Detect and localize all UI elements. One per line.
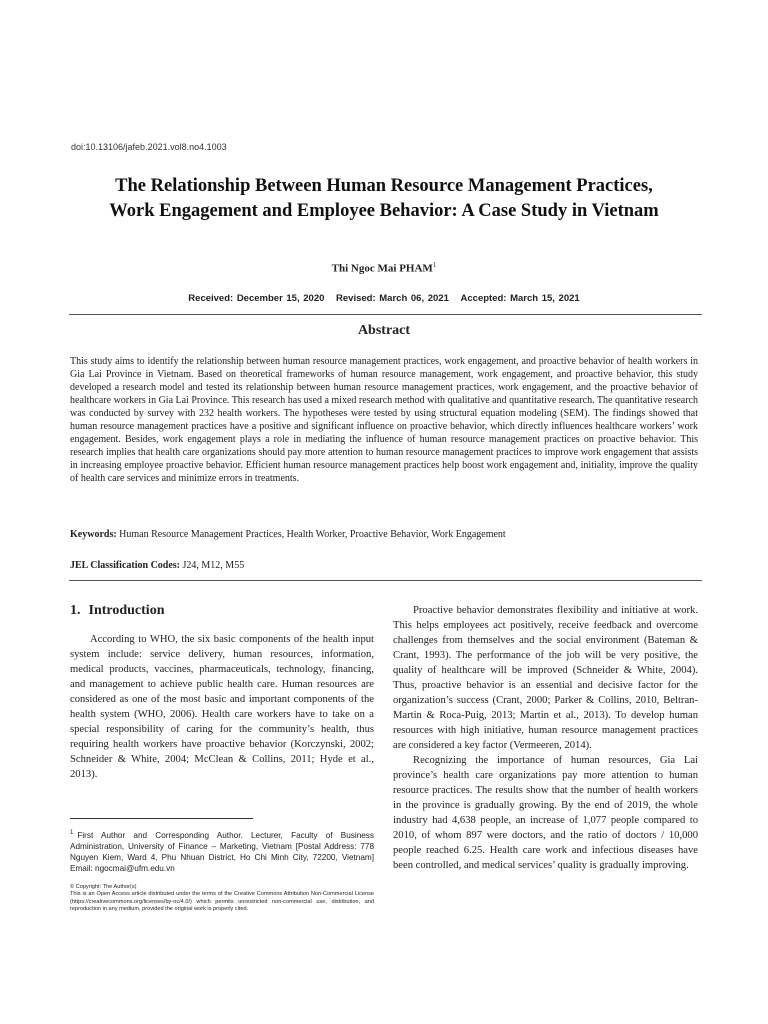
section-title: Introduction xyxy=(88,603,165,618)
revised-date: Revised: March 06, 2021 xyxy=(336,293,449,304)
keywords xyxy=(70,529,698,540)
section-heading xyxy=(70,603,164,619)
abstract-top-rule xyxy=(69,314,702,315)
abstract-body: This study aims to identify the relationship between human resource management practices, work engagement, and proactive behavior of health workers in Gia Lai Province in Vietnam. Based on theoretical frameworks of human resource management, work engagement, and proactive behavior, this study developed a research model and tested its relationship between human resource management practices, work engagement, and the proactive behavior of healthcare workers in Gia Lai Province. This research has used a mixed research method with qualitative and quantitative research. The quantitative research was conducted by survey with 232 health workers. The hypotheses were tested by using structural equation modeling (SEM). The findings showed that human resource management practices have a positive and significant influence on proactive behavior, which directly influences healthcare workers’ work engagement. Besides, work engagement plays a role in mediating the influence of human resource management practices on proactive behavior. This research implies that health care organizations should pay more attention to human resource management practices to improve work engagement that assists in increasing employee proactive behavior. Efficient human resource management practices help boost work engagement and, initiality, improve the quality of health care services and minimize errors in treatments. xyxy=(70,356,698,484)
intro-paragraph-2: Proactive behavior demonstrates flexibility and initiative at work. This helps employees act positively, receive feedback and overcome challenges from themselves and the social environment (Bateman & Crant, 1993). The performance of the job will be very positive, the quality of healthcare will be improved (Schneider & White, 2004). Thus, proactive behavior is an essential and decisive factor for the organization’s success (Crant, 2000; Parker & Collins, 2010, Beltran-Martin & Roca-Puig, 2013; Martin et al., 2013). To develop human resources with high initiative, human resource management practices are considered a key factor (Vermeeren, 2014). xyxy=(393,605,698,751)
copyright-notice xyxy=(70,884,374,914)
author xyxy=(0,261,768,275)
author-footnote-marker: 1 xyxy=(432,261,437,269)
copyright-line: © Copyright: The Author(s) xyxy=(70,884,137,890)
author-name: Thi Ngoc Mai PHAM xyxy=(331,262,433,275)
keywords-value: Human Resource Management Practices, Health Worker, Proactive Behavior, Work Engagement xyxy=(119,529,506,540)
jel-label: JEL Classification Codes: xyxy=(70,560,181,571)
title-line-1: The Relationship Between Human Resource Management Practices, xyxy=(115,176,653,196)
intro-paragraph-3: Recognizing the importance of human resources, Gia Lai province’s health care organizations pay more attention to human resource practices. The results show that the number of health workers in the province is gradually growing. By the end of 2019, the whole industry had 4,638 people, an increase of 1,077 people compared to 2010, of whom 897 were doctors, and the ratio of doctors / 10,000 people reached 6.25. Health care work and infectious diseases have been controlled, and medical services’ quality is gradually improving. xyxy=(393,755,698,871)
footnote-text: First Author and Corresponding Author. Lecturer, Faculty of Business Administration, University of Finance – Marketing, Vietnam [Postal Address: 778 Nguyen Kiem, Ward 4, Phu Nhuan District, Ho Chi Minh City, 72200, Vietnam] Email: ngocmai@ufm.edu.vn xyxy=(70,830,374,873)
license-text: This is an Open Access article distributed under the terms of the Creative Commons Attribution Non-Commercial License (https://creativecommons.org/licenses/by-nc/4.0/) which permits unrestricted non-commercial use, distribution, and reproduction in any medium, provided the original work is properly cited. xyxy=(70,891,374,913)
title-line-2: Work Engagement and Employee Behavior: A Case Study in Vietnam xyxy=(109,201,659,221)
doi-line: doi:10.13106/jafeb.2021.vol8.no4.1003 xyxy=(71,142,227,152)
jel-value: J24, M12, M55 xyxy=(182,560,245,571)
intro-paragraph-1: According to WHO, the six basic components of the health input system include: service delivery, human resources, information, medical products, vaccines, pharmaceuticals, technology, financing, and management to achieve public health care. Human resources are considered as one of the most basic and important components of the health system (WHO, 2006). Health care workers have to take on a special responsibility of caring for the community’s health, thus requiring health workers have proactive behavior (Korczynski, 2002; Schneider & White, 2004; McClean & Collins, 2011; Hyde et al., 2013). xyxy=(70,634,374,780)
paper-title xyxy=(40,174,728,224)
abstract-heading: Abstract xyxy=(357,323,411,338)
keywords-label: Keywords: xyxy=(70,529,117,540)
right-column xyxy=(393,603,698,873)
footnote-marker: 1 xyxy=(70,830,74,836)
section-number: 1. xyxy=(70,603,81,618)
abstract-bottom-rule xyxy=(69,580,702,581)
footnote-rule xyxy=(70,818,253,819)
jel-codes xyxy=(70,560,698,571)
footnote xyxy=(70,828,374,874)
received-date: Received: December 15, 2020 xyxy=(188,293,325,304)
accepted-date: Accepted: March 15, 2021 xyxy=(460,293,580,304)
publication-dates xyxy=(0,293,768,304)
left-column xyxy=(70,632,374,782)
